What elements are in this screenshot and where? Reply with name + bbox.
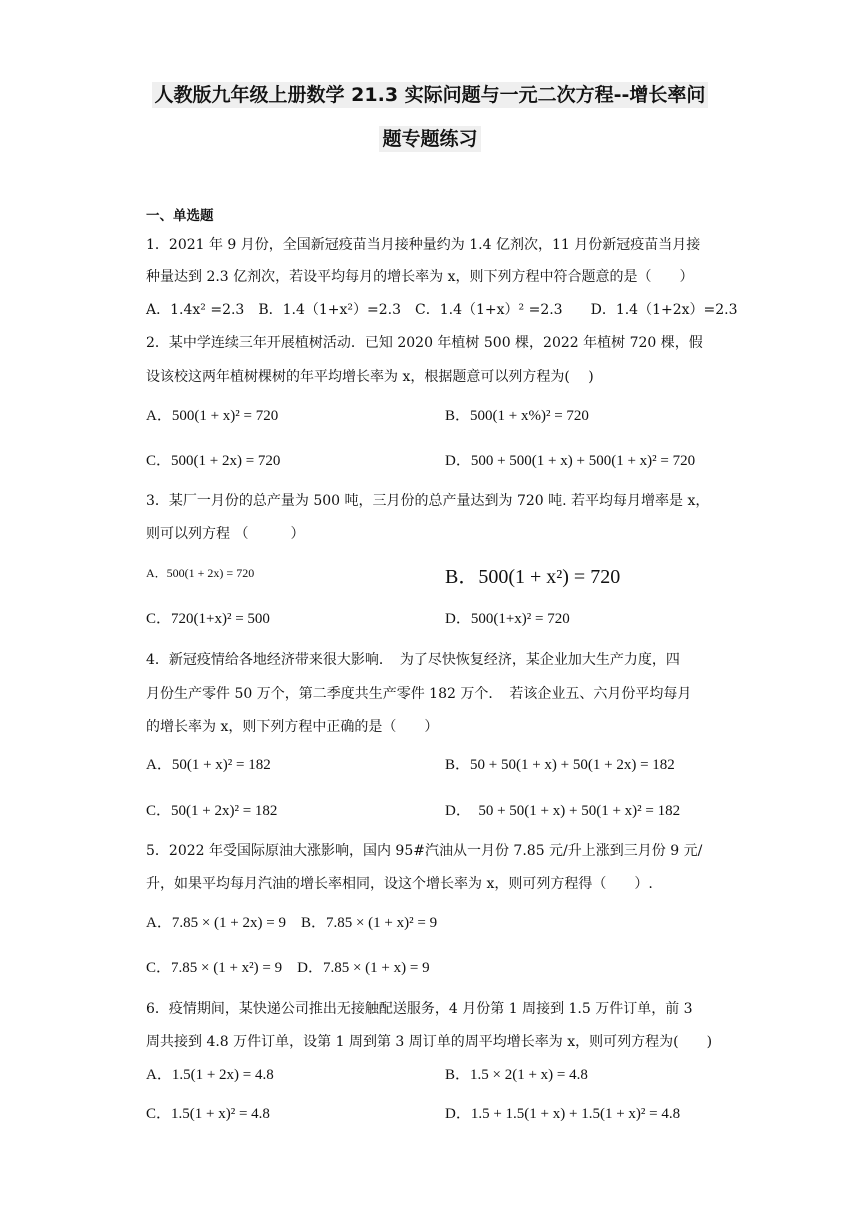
q3-option-c: C．720(1+x)² = 500: [146, 611, 270, 627]
section-heading: 一、单选题: [146, 208, 214, 224]
q4-option-d: D． 50 + 50(1 + x) + 50(1 + x)² = 182: [445, 803, 681, 819]
q5-text-line-1: 5．2022 年受国际原油大涨影响，国内 95#汽油从一月份 7.85 元/升上涨到三月份 9 元/: [146, 843, 703, 859]
q5-text-line-2: 升，如果平均每月汽油的增长率相同，设这个增长率为 x，则可列方程得（ ）.: [146, 876, 653, 892]
q3-option-b: B．500(1 + x²) = 720: [445, 566, 621, 588]
q6-text-line-2: 周共接到 4.8 万件订单，设第 1 周到第 3 周订单的周平均增长率为 x，则可列方程为( ): [146, 1034, 713, 1050]
q4-text-line-2: 月份生产零件 50 万个，第二季度共生产零件 182 万个． 若该企业五、六月份平均每月: [146, 686, 692, 702]
q3-text-line-1: 3．某厂一月份的总产量为 500 吨，三月份的总产量达到为 720 吨. 若平均每月增率是 x，: [146, 493, 710, 509]
q5-options-ab: A．7.85 × (1 + 2x) = 9 B．7.85 × (1 + x)² = 9: [146, 915, 438, 931]
q6-option-c: C．1.5(1 + x)² = 4.8: [146, 1106, 270, 1122]
q1-text-line-1: 1．2021 年 9 月份，全国新冠疫苗当月接种量约为 1.4 亿剂次，11 月份新冠疫苗当月接: [146, 237, 701, 253]
q3-option-a: A．500(1 + 2x) = 720: [146, 566, 255, 580]
q4-option-a: A．50(1 + x)² = 182: [146, 757, 271, 773]
q3-option-d: D．500(1+x)² = 720: [445, 611, 570, 627]
q4-text-line-1: 4．新冠疫情给各地经济带来很大影响． 为了尽快恢复经济，某企业加大生产力度，四: [146, 652, 680, 668]
q6-option-d: D．1.5 + 1.5(1 + x) + 1.5(1 + x)² = 4.8: [445, 1106, 681, 1122]
q4-text-line-3: 的增长率为 x，则下列方程中正确的是（ ）: [146, 719, 439, 735]
q5-options-cd: C．7.85 × (1 + x²) = 9 D．7.85 × (1 + x) = 9: [146, 960, 430, 976]
document-title-line-2: 题专题练习: [0, 124, 860, 151]
q6-text-line-1: 6．疫情期间，某快递公司推出无接触配送服务，4 月份第 1 周接到 1.5 万件订单，前 3: [146, 1001, 693, 1017]
q2-text-line-2: 设该校这两年植树棵树的年平均增长率为 x，根据题意可以列方程为( ): [146, 369, 594, 385]
q1-options: A．1.4x² =2.3 B．1.4（1+x²）=2.3 C．1.4（1+x）² =2.3 D．1.4（1+2x）=2.3: [146, 302, 738, 318]
q2-option-c: C．500(1 + 2x) = 720: [146, 453, 281, 469]
q6-option-a: A．1.5(1 + 2x) = 4.8: [146, 1067, 274, 1083]
q4-option-c: C．50(1 + 2x)² = 182: [146, 803, 278, 819]
q4-option-b: B．50 + 50(1 + x) + 50(1 + 2x) = 182: [445, 757, 675, 773]
q6-option-b: B．1.5 × 2(1 + x) = 4.8: [445, 1067, 588, 1083]
q2-text-line-1: 2．某中学连续三年开展植树活动．已知 2020 年植树 500 棵，2022 年植树 720 棵，假: [146, 335, 703, 351]
q1-text-line-2: 种量达到 2.3 亿剂次，若设平均每月的增长率为 x，则下列方程中符合题意的是（ ）: [146, 269, 694, 285]
document-title-line-1: 人教版九年级上册数学 21.3 实际问题与一元二次方程--增长率问: [0, 80, 860, 107]
q2-option-b: B．500(1 + x%)² = 720: [445, 408, 589, 424]
q2-option-d: D．500 + 500(1 + x) + 500(1 + x)² = 720: [445, 453, 696, 469]
q2-option-a: A．500(1 + x)² = 720: [146, 408, 279, 424]
q3-text-line-2: 则可以列方程 （ ）: [146, 526, 305, 542]
